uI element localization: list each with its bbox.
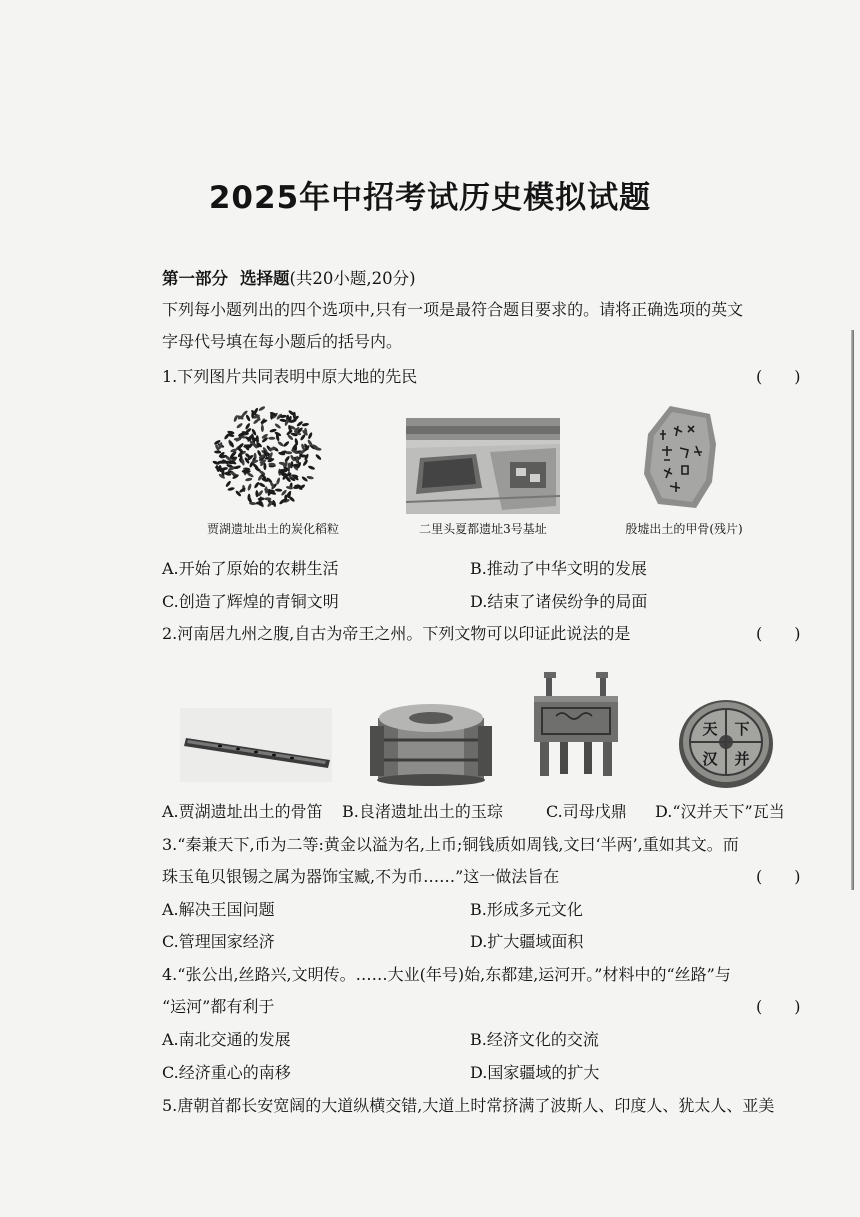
q3-option-a: A.解决王国问题: [162, 900, 275, 919]
q4-answer-paren: ( ): [756, 997, 801, 1016]
q4-line-1: 4.“张公出,丝路兴,文明传。……大业(年号)始,东都建,运河开。”材料中的“丝路”与: [162, 965, 731, 984]
q1-caption-3: 殷墟出土的甲骨(残片): [625, 522, 743, 536]
wadang-char-3: 并: [734, 750, 750, 768]
q4-option-a: A.南北交通的发展: [162, 1030, 291, 1049]
q1-option-d: D.结束了诸侯纷争的局面: [470, 592, 648, 611]
page-title: 2025年中招考试历史模拟试题: [208, 180, 652, 216]
wadang-char-2: 下: [734, 720, 750, 738]
q1-answer-paren: ( ): [756, 367, 801, 386]
q4-option-c: C.经济重心的南移: [162, 1063, 291, 1082]
part-label: 第一部分: [162, 269, 228, 288]
erlitou-site-image: [406, 418, 560, 514]
bone-flute-image: [180, 708, 332, 782]
instructions-line-2: 字母代号填在每小题后的括号内。: [162, 332, 403, 351]
q3-option-c: C.管理国家经济: [162, 932, 275, 951]
q3-option-d: D.扩大疆域面积: [470, 932, 584, 951]
wadang-char-1: 天: [702, 720, 718, 738]
q1-stem: 1.下列图片共同表明中原大地的先民: [162, 367, 418, 386]
q3-answer-paren: ( ): [756, 867, 801, 886]
q3-option-b: B.形成多元文化: [470, 900, 583, 919]
oracle-bone-image: [640, 404, 718, 512]
q2-option-b: B.良渚遗址出土的玉琮: [342, 802, 503, 821]
carbonized-rice-image: [208, 400, 326, 512]
q1-option-b: B.推动了中华文明的发展: [470, 559, 647, 578]
q1-option-c: C.创造了辉煌的青铜文明: [162, 592, 339, 611]
q4-line-2: “运河”都有利于: [162, 997, 275, 1016]
q2-option-c: C.司母戊鼎: [546, 802, 627, 821]
q3-line-1: 3.“秦兼天下,币为二等:黄金以溢为名,上币;铜钱质如周钱,文曰‘半两’,重如其文。而: [162, 835, 739, 854]
part-heading: [162, 265, 416, 289]
wadang-image: [676, 692, 776, 792]
instructions-line-1: 下列每小题列出的四个选项中,只有一项是最符合题目要求的。请将正确选项的英文: [162, 300, 744, 319]
q2-answer-paren: ( ): [756, 624, 801, 643]
q3-line-2: 珠玉龟贝银锡之属为器饰宝臧,不为币……”这一做法旨在: [162, 867, 560, 886]
q1-option-a: A.开始了原始的农耕生活: [162, 559, 339, 578]
scan-edge: [851, 330, 854, 890]
q2-stem: 2.河南居九州之腹,自古为帝王之州。下列文物可以印证此说法的是: [162, 624, 631, 643]
simuwu-ding-image: [530, 670, 622, 778]
part-name: 选择题: [240, 269, 290, 288]
part-count: (共20小题,20分): [289, 269, 416, 288]
q5-line-1: 5.唐朝首都长安宽阔的大道纵横交错,大道上时常挤满了波斯人、印度人、犹太人、亚美: [162, 1096, 775, 1115]
q1-caption-1: 贾湖遗址出土的炭化稻粒: [206, 522, 339, 536]
q4-option-b: B.经济文化的交流: [470, 1030, 599, 1049]
q2-option-a: A.贾湖遗址出土的骨笛: [162, 802, 323, 821]
q1-caption-2: 二里头夏都遗址3号基址: [419, 522, 547, 536]
q2-option-d: D.“汉并天下”瓦当: [655, 802, 785, 821]
q4-option-d: D.国家疆域的扩大: [470, 1063, 600, 1082]
jade-cong-image: [368, 696, 494, 788]
wadang-char-4: 汉: [702, 750, 718, 768]
